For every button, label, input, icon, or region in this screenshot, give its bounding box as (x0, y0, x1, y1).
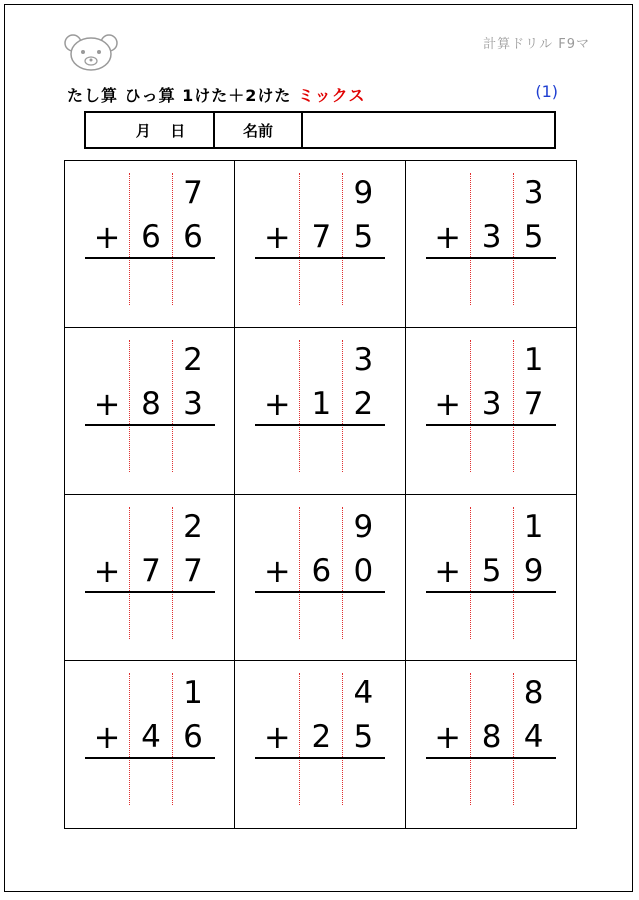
addend-top: 1 (523, 508, 544, 545)
addend-bottom-tens: 3 (481, 385, 502, 422)
answer-line (85, 757, 215, 759)
problem-cell[interactable] (65, 495, 235, 662)
addend-bottom-ones: 5 (523, 219, 544, 255)
plus-sign: + (93, 218, 121, 256)
date-cell[interactable] (86, 113, 215, 147)
problem-cell[interactable] (406, 495, 576, 662)
answer-line (426, 257, 556, 259)
answer-line (255, 757, 385, 759)
answer-line (85, 257, 215, 259)
problem-cell[interactable] (235, 328, 405, 495)
addend-bottom-tens: 2 (311, 719, 332, 756)
problem-cell[interactable] (406, 661, 576, 828)
plus-sign: + (263, 384, 291, 423)
answer-line (426, 757, 556, 759)
problem-cell[interactable] (235, 661, 405, 828)
addend-bottom-tens: 7 (141, 552, 161, 589)
guide-line (299, 340, 300, 472)
page-title (67, 83, 366, 106)
addend-bottom-ones: 2 (353, 385, 374, 422)
title-main: たし算 ひっ算 1けた＋2けた (67, 86, 292, 105)
addend-bottom-ones: 0 (353, 552, 374, 589)
addend-bottom-ones: 7 (523, 385, 544, 422)
plus-sign: + (93, 718, 121, 757)
problem-cell[interactable] (65, 161, 235, 328)
plus-sign: + (434, 718, 462, 757)
addend-bottom-tens: 1 (311, 385, 332, 422)
guide-line (299, 507, 300, 639)
problem-cell[interactable] (235, 161, 405, 328)
addend-bottom-ones: 6 (183, 219, 203, 255)
plus-sign: + (263, 218, 291, 256)
problem-grid (64, 160, 577, 829)
guide-line (299, 173, 300, 305)
day-label: 日 (170, 121, 186, 140)
addend-bottom-ones: 5 (353, 219, 374, 255)
addend-bottom-tens: 8 (141, 385, 161, 422)
addend-top: 2 (183, 508, 203, 545)
problem-cell[interactable] (235, 495, 405, 662)
guide-line (129, 173, 130, 305)
answer-line (85, 424, 215, 426)
guide-line (299, 673, 300, 805)
addend-bottom-tens: 6 (141, 219, 161, 255)
addend-top: 4 (353, 675, 374, 712)
guide-line (129, 673, 130, 805)
addend-bottom-tens: 5 (481, 552, 502, 589)
guide-line (470, 173, 471, 305)
guide-line (470, 673, 471, 805)
addend-top: 1 (523, 341, 544, 378)
plus-sign: + (263, 718, 291, 757)
addend-bottom-tens: 7 (311, 219, 332, 255)
plus-sign: + (434, 384, 462, 423)
answer-line (426, 424, 556, 426)
plus-sign: + (93, 551, 121, 590)
addend-bottom-ones: 4 (523, 719, 544, 756)
answer-line (255, 257, 385, 259)
title-accent: ミックス (298, 86, 366, 105)
guide-line (470, 507, 471, 639)
addend-bottom-tens: 8 (481, 719, 502, 756)
addend-top: 9 (353, 175, 374, 211)
addend-bottom-ones: 5 (353, 719, 374, 756)
name-label: 名前 (215, 113, 303, 147)
date-name-box (84, 111, 556, 149)
bear-face-icon (63, 31, 119, 73)
addend-top: 3 (353, 341, 374, 378)
brand-label: 計算ドリル F9マ (483, 37, 590, 52)
problem-cell[interactable] (406, 328, 576, 495)
addend-bottom-tens: 4 (141, 719, 161, 756)
answer-line (255, 424, 385, 426)
plus-sign: + (263, 551, 291, 590)
addend-bottom-tens: 6 (311, 552, 332, 589)
month-label: 月 (135, 121, 151, 140)
addend-top: 8 (523, 675, 544, 712)
addend-bottom-ones: 3 (183, 385, 203, 422)
name-field[interactable] (303, 113, 554, 147)
problem-cell[interactable] (406, 161, 576, 328)
answer-line (255, 591, 385, 593)
guide-line (470, 340, 471, 472)
plus-sign: + (434, 551, 462, 590)
addend-bottom-ones: 6 (183, 719, 203, 756)
plus-sign: + (93, 384, 121, 423)
addend-top: 7 (183, 175, 203, 211)
addend-top: 9 (353, 508, 374, 545)
addend-top: 3 (523, 175, 544, 211)
addend-bottom-ones: 9 (523, 552, 544, 589)
addend-bottom-ones: 7 (183, 552, 203, 589)
guide-line (129, 507, 130, 639)
worksheet-page (4, 4, 633, 892)
answer-line (426, 591, 556, 593)
guide-line (129, 340, 130, 472)
problem-cell[interactable] (65, 661, 235, 828)
page-number: (1) (535, 82, 558, 101)
problem-cell[interactable] (65, 328, 235, 495)
addend-bottom-tens: 3 (481, 219, 502, 255)
answer-line (85, 591, 215, 593)
addend-top: 1 (183, 675, 203, 712)
plus-sign: + (434, 218, 462, 256)
addend-top: 2 (183, 341, 203, 378)
